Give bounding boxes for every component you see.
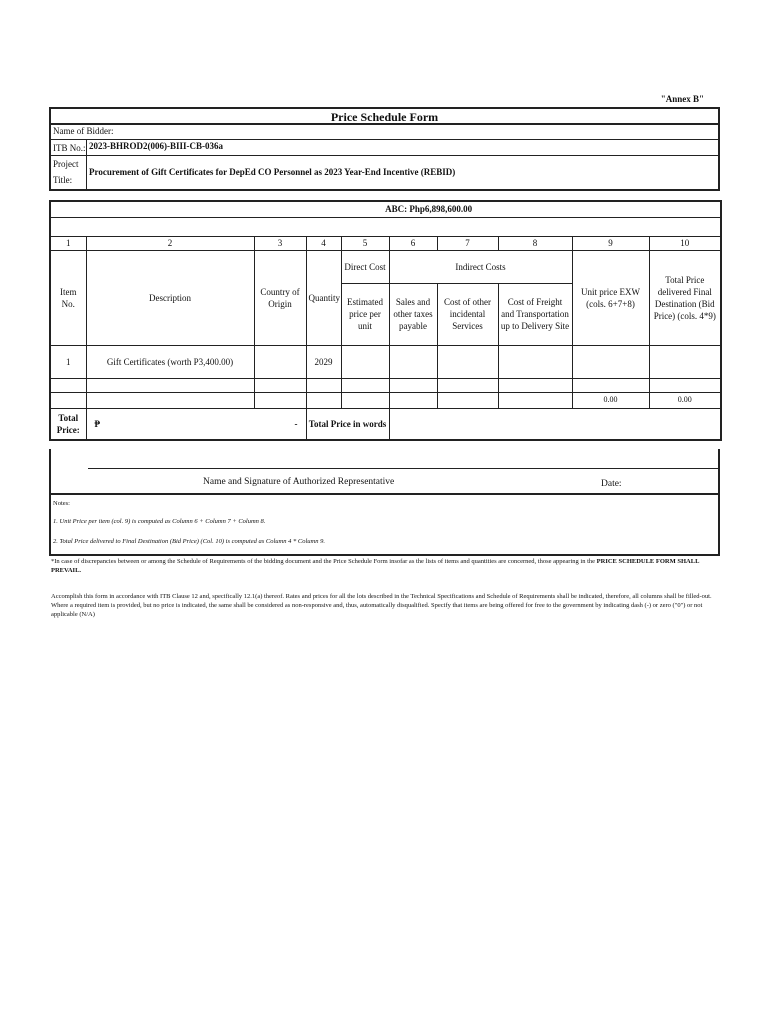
header-description: Description <box>86 250 254 345</box>
subtotal-row <box>50 392 721 408</box>
header-sales-taxes: Sales and other taxes payable <box>389 283 437 345</box>
itb-value: 2023-BHROD2(006)-BIII-CB-036a <box>89 141 223 151</box>
footer-instructions: Accomplish this form in accordance with ITB Clause 12 and, specifically 12.1(a) thereof. Rates and prices for all the lots described in the Technical Specifications and Schedule of Requirements shall be indicated, therefore, all columns shall be filled-out. Where a required item is provided, but no price is indicated, the same shall be considered as non-responsive and, thus, automatically disqualified. Specify that items are being offered for free to the government by indicating dash (-) or zero ("0") or not applicable (N/A) <box>51 593 712 618</box>
footer-note-prevail <box>51 557 719 575</box>
footer-note-text: *In case of discrepancies between or among the Schedule of Requirements of the bidding document and the Price Schedule Form insofar as the lists of items and quantities are concerned, those appearing in the <box>51 558 596 565</box>
total-in-words-label: Total Price in words <box>306 408 389 440</box>
subtotal-col10: 0.00 <box>649 392 721 408</box>
row-description: Gift Certificates (worth P3,400.00) <box>86 345 254 378</box>
peso-sign: ₱ <box>94 418 100 429</box>
col-number-5: 5 <box>341 236 389 250</box>
header-item-no: Item No. <box>50 250 86 345</box>
header-estimated-price: Estimated price per unit <box>341 283 389 345</box>
total-price-label: Total Price: <box>50 408 86 440</box>
note-2: 2. Total Price delivered to Final Destination (Bid Price) (Col. 10) is computed as Column 4 * Column 9. <box>53 538 325 545</box>
notes-title: Notes: <box>53 500 70 507</box>
header-indirect-costs: Indirect Costs <box>389 250 572 283</box>
signature-label: Name and Signature of Authorized Representative <box>203 477 395 487</box>
project-label-line2: Title: <box>53 175 73 185</box>
total-dash: - <box>294 418 298 429</box>
price-schedule-table <box>49 200 722 441</box>
col-number-6: 6 <box>389 236 437 250</box>
col-number-7: 7 <box>437 236 498 250</box>
row-item-no: 1 <box>50 345 86 378</box>
header-other-incidental: Cost of other incidental Services <box>437 283 498 345</box>
notes-section <box>49 495 720 556</box>
col-number-2: 2 <box>86 236 254 250</box>
col-number-9: 9 <box>572 236 649 250</box>
header-unit-price-exw: Unit price EXW (cols. 6+7+8) <box>572 250 649 345</box>
col-number-8: 8 <box>498 236 572 250</box>
date-label: Date: <box>601 479 622 489</box>
header-quantity: Quantity <box>306 250 341 345</box>
annex-label: "Annex B" <box>660 94 704 104</box>
spacer-row <box>50 217 721 236</box>
footer-note-bold: PRICE SCHEDULE FORM SHALL PREVAIL. <box>51 558 700 574</box>
project-title-value: Procurement of Gift Certificates for DepEd CO Personnel as 2023 Year-End Incentive (REBID) <box>89 167 456 177</box>
col-number-10: 10 <box>649 236 721 250</box>
row-country <box>254 345 306 378</box>
table-row <box>50 345 721 378</box>
signature-section <box>49 449 720 495</box>
header-direct-cost: Direct Cost <box>341 250 389 283</box>
total-in-words-value <box>389 408 721 440</box>
abc-amount: ABC: Php6,898,600.00 <box>50 201 721 217</box>
col-number-1: 1 <box>50 236 86 250</box>
col-number-4: 4 <box>306 236 341 250</box>
total-row <box>50 408 721 440</box>
project-label-line1: Project <box>53 159 79 169</box>
header-country-of-origin: Country of Origin <box>254 250 306 345</box>
itb-label: ITB No.: <box>53 143 86 153</box>
col-number-3: 3 <box>254 236 306 250</box>
form-title-box <box>49 107 720 125</box>
total-price-value <box>86 408 306 440</box>
bidder-label: Name of Bidder: <box>53 126 114 136</box>
header-freight: Cost of Freight and Transportation up to Delivery Site <box>498 283 572 345</box>
subtotal-col9: 0.00 <box>572 392 649 408</box>
row-quantity: 2029 <box>306 345 341 378</box>
note-1: 1. Unit Price per item (col. 9) is computed as Column 6 + Column 7 + Column 8. <box>53 518 266 525</box>
form-title: Price Schedule Form <box>330 110 439 124</box>
bidder-info-section <box>49 125 720 191</box>
header-total-price: Total Price delivered Final Destination (Bid Price) (cols. 4*9) <box>649 250 721 345</box>
table-row-empty <box>50 378 721 392</box>
